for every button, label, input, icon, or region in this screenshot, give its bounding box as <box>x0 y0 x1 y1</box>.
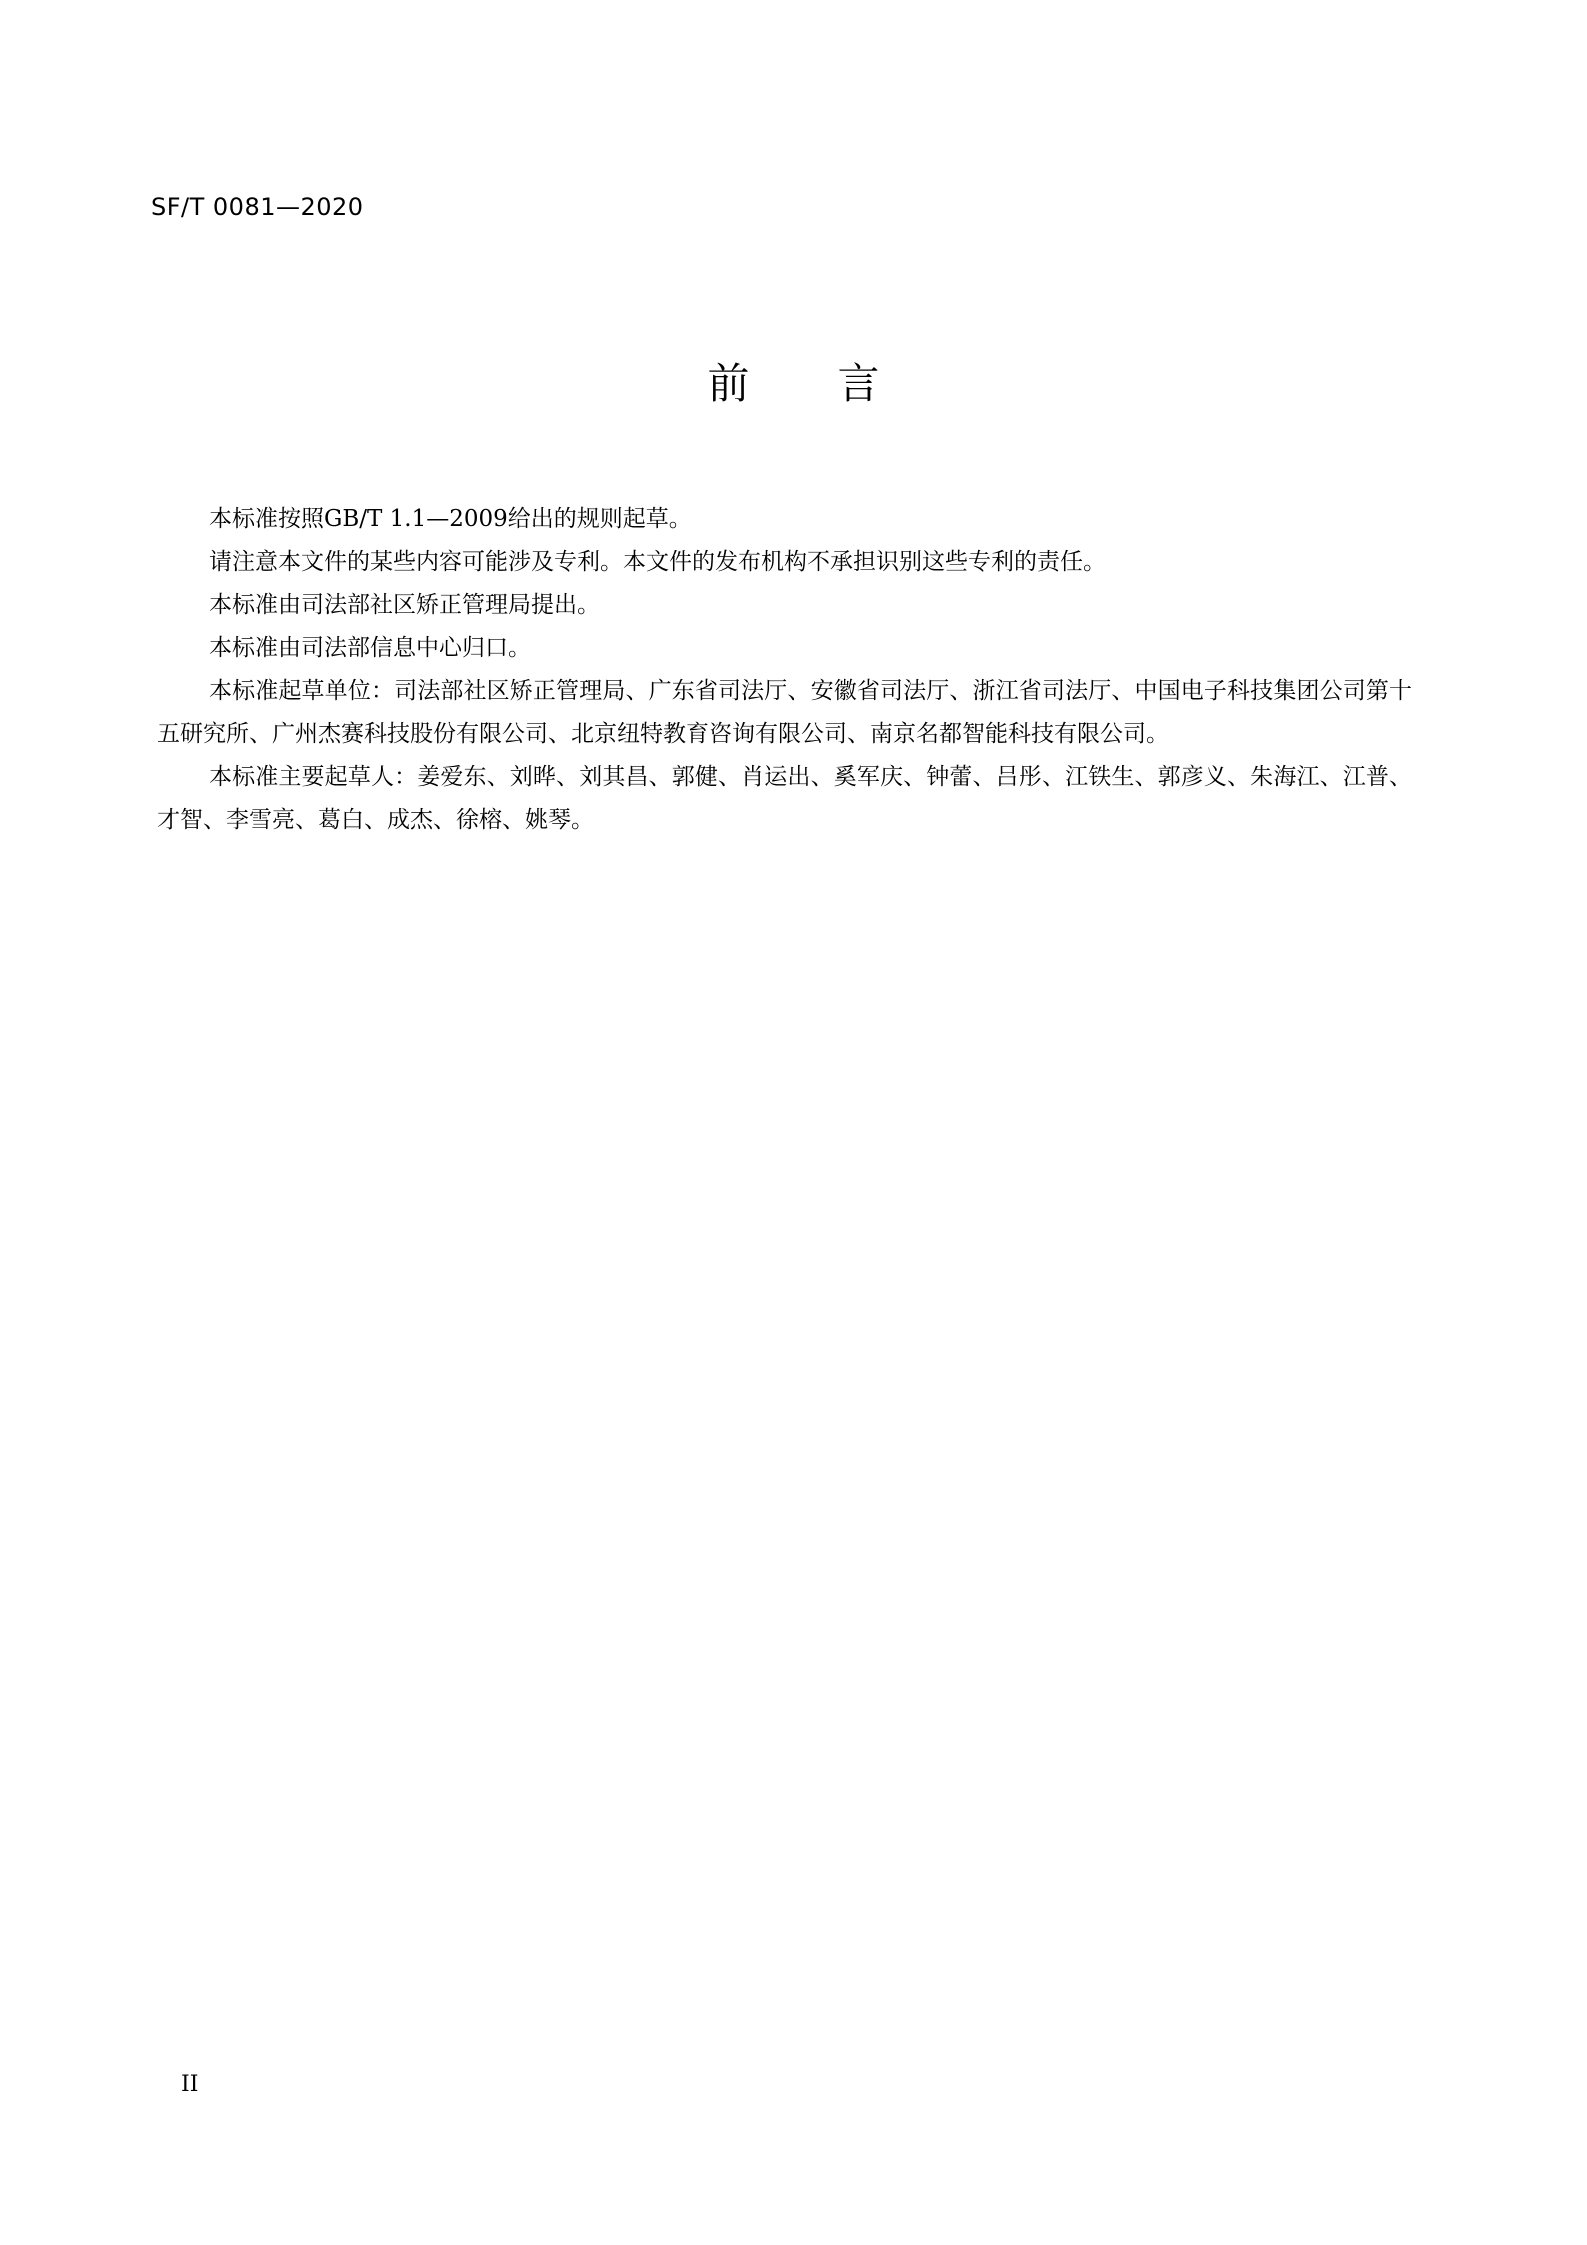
document-code: SF/T 0081—2020 <box>151 193 364 221</box>
paragraph-main-drafters: 本标准主要起草人：姜爱东、刘晔、刘其昌、郭健、肖运出、奚军庆、钟蕾、吕彤、江铁生、郭彦义、朱海江、江普、才智、李雪亮、葛白、成杰、徐榕、姚琴。 <box>157 764 1412 833</box>
page-number: II <box>181 2072 199 2097</box>
paragraph-proposed-by: 本标准由司法部社区矫正管理局提出。 <box>209 592 600 618</box>
paragraph-centralized-by: 本标准由司法部信息中心归口。 <box>209 635 531 661</box>
paragraph-drafting-units: 本标准起草单位：司法部社区矫正管理局、广东省司法厅、安徽省司法厅、浙江省司法厅、中国电子科技集团公司第十五研究所、广州杰赛科技股份有限公司、北京纽特教育咨询有限公司、南京名都智能科技有限公司。 <box>157 678 1412 747</box>
paragraph-drafting-rules: 本标准按照GB/T 1.1—2009给出的规则起草。 <box>209 506 692 532</box>
page-title <box>0 356 1587 412</box>
title-char-1: 前 <box>707 359 750 408</box>
title-char-2: 言 <box>837 359 880 408</box>
foreword-body <box>157 498 1412 842</box>
paragraph-patent-notice: 请注意本文件的某些内容可能涉及专利。本文件的发布机构不承担识别这些专利的责任。 <box>209 549 1106 575</box>
